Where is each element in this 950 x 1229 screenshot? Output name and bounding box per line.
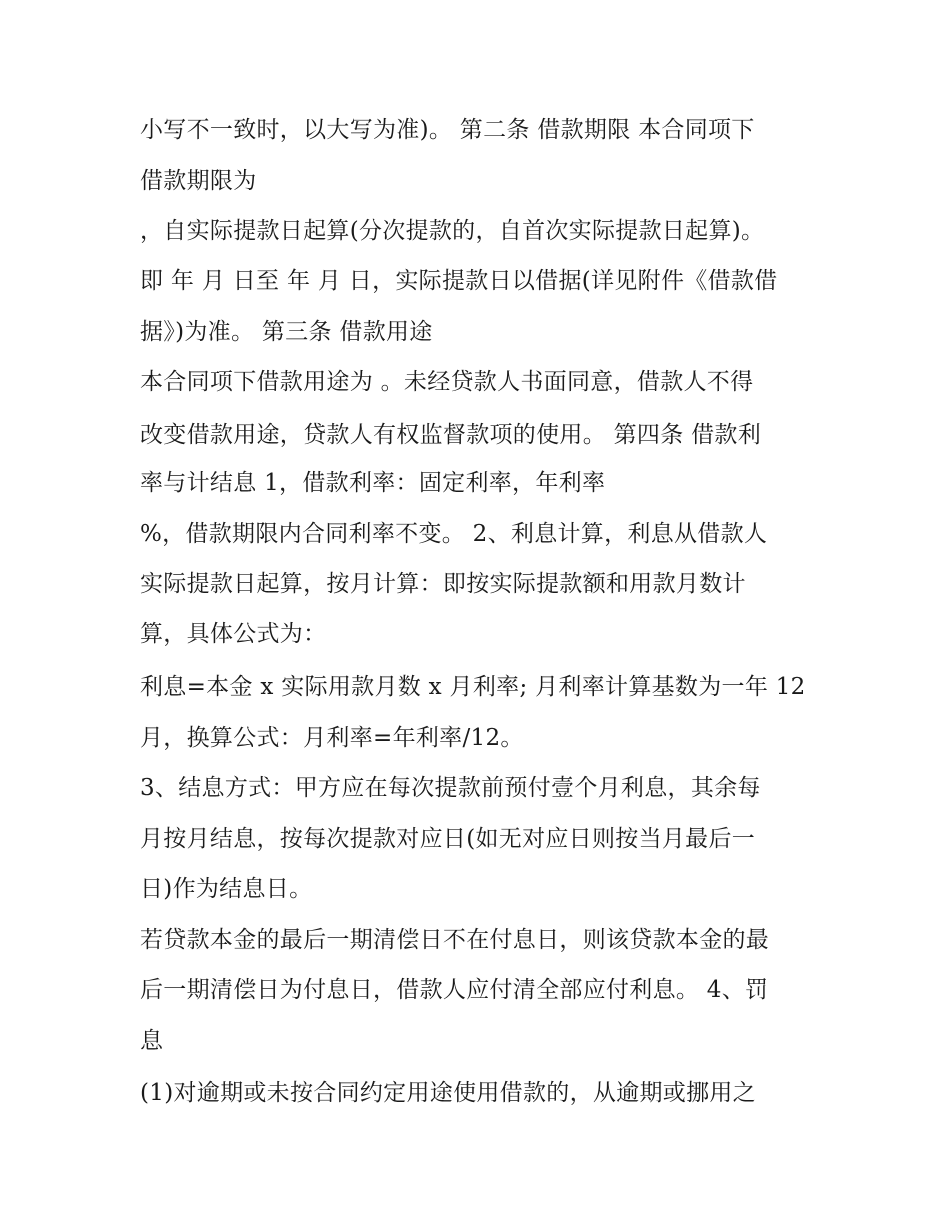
text-line: 据》)为准。 第三条 借款用途 [140, 319, 433, 345]
text-line: 后一期清偿日为付息日，借款人应付清全部应付利息。 4、罚 [140, 977, 769, 1003]
text-line: 月按月结息，按每次提款对应日(如无对应日则按当月最后一 [140, 826, 756, 852]
text-line: 息 [140, 1028, 164, 1054]
text-line: ，自实际提款日起算(分次提款的，自首次实际提款日起算)。 [140, 218, 765, 244]
text-line: 3、结息方式：甲方应在每次提款前预付壹个月利息，其余每 [140, 775, 761, 801]
text-line: 小写不一致时，以大写为准)。 第二条 借款期限 本合同项下 [140, 117, 755, 143]
text-line: 借款期限为 [140, 168, 257, 194]
text-line: 即 年 月 日至 年 月 日，实际提款日以借据(详见附件《借款借 [140, 268, 778, 294]
text-line: 算，具体公式为： [140, 621, 327, 647]
text-line: 率与计结息 1，借款利率：固定利率，年利率 [140, 470, 606, 496]
text-line: 实际提款日起算，按月计算：即按实际提款额和用款月数计 [140, 571, 746, 597]
text-line: 利息=本金 x 实际用款月数 x 月利率; 月利率计算基数为一年 12 [140, 674, 806, 700]
text-line: 月，换算公式：月利率=年利率/12。 [140, 725, 524, 751]
text-line: 日)作为结息日。 [140, 876, 313, 902]
text-line: %，借款期限内合同利率不变。 2、利息计算，利息从借款人 [140, 521, 768, 547]
text-line: 改变借款用途，贷款人有权监督款项的使用。 第四条 借款利 [140, 422, 762, 448]
text-line: 本合同项下借款用途为 。未经贷款人书面同意，借款人不得 [140, 369, 754, 395]
text-line: 若贷款本金的最后一期清偿日不在付息日，则该贷款本金的最 [140, 927, 770, 953]
text-line: (1)对逾期或未按合同约定用途使用借款的，从逾期或挪用之 [140, 1080, 756, 1106]
